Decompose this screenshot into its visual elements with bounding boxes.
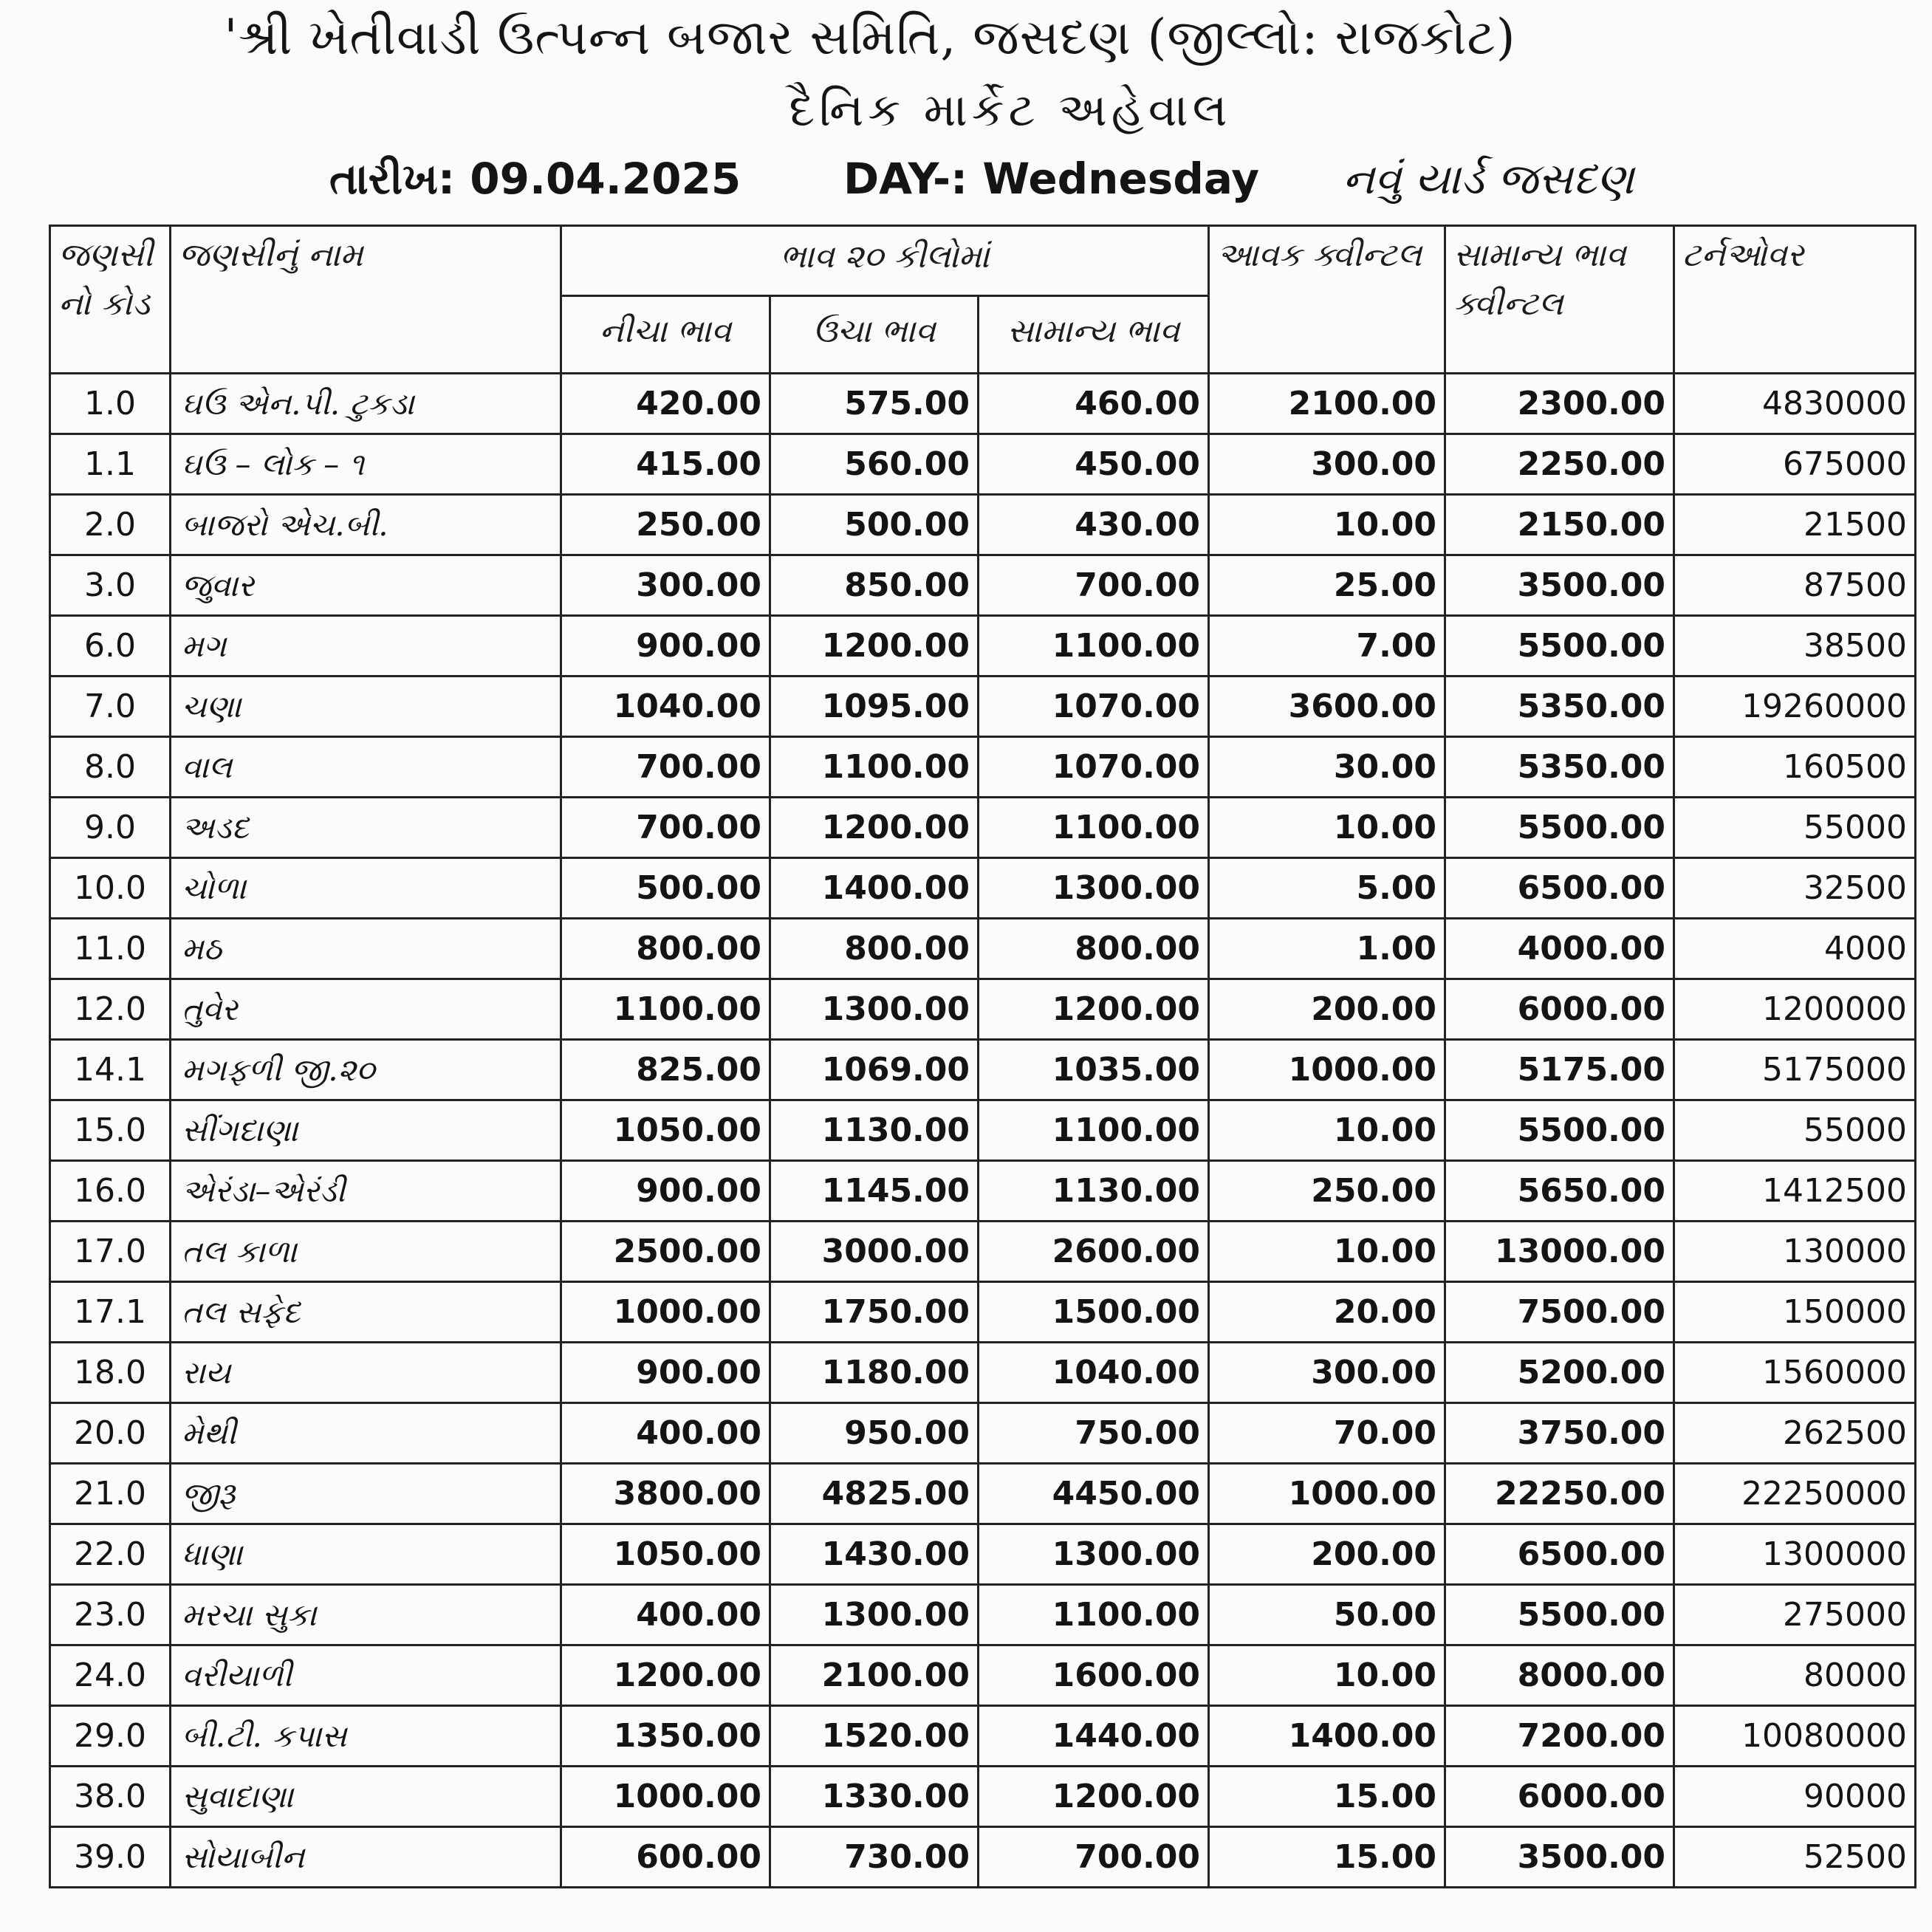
commodity-name: સુવાદાણા <box>171 1767 561 1827</box>
turnover: 1560000 <box>1674 1343 1916 1403</box>
arrival-quintal: 20.00 <box>1209 1282 1445 1343</box>
commodity-code: 10.0 <box>50 858 171 919</box>
low-price: 420.00 <box>561 374 770 434</box>
table-row <box>50 1343 1916 1403</box>
commodity-code: 12.0 <box>50 979 171 1040</box>
header-price-group: ભાવ ૨૦ કીલોમાં <box>561 226 1209 296</box>
avg-price-quintal: 5500.00 <box>1445 616 1674 676</box>
commodity-name: મઠ <box>171 919 561 979</box>
low-price: 1100.00 <box>561 979 770 1040</box>
avg-price-quintal: 4000.00 <box>1445 919 1674 979</box>
arrival-quintal: 5.00 <box>1209 858 1445 919</box>
avg-price: 750.00 <box>979 1403 1209 1464</box>
avg-price: 1100.00 <box>979 798 1209 858</box>
avg-price: 1100.00 <box>979 1585 1209 1645</box>
arrival-quintal: 250.00 <box>1209 1161 1445 1222</box>
commodity-code: 11.0 <box>50 919 171 979</box>
arrival-quintal: 30.00 <box>1209 737 1445 798</box>
commodity-name: મેથી <box>171 1403 561 1464</box>
table-row <box>50 374 1916 434</box>
commodity-code: 17.1 <box>50 1282 171 1343</box>
table-body <box>50 374 1916 1888</box>
arrival-quintal: 15.00 <box>1209 1827 1445 1888</box>
commodity-code: 21.0 <box>50 1464 171 1524</box>
low-price: 1000.00 <box>561 1282 770 1343</box>
arrival-quintal: 3600.00 <box>1209 676 1445 737</box>
avg-price-quintal: 2300.00 <box>1445 374 1674 434</box>
turnover: 38500 <box>1674 616 1916 676</box>
commodity-name: તલ સફેદ <box>171 1282 561 1343</box>
commodity-name: ધાણા <box>171 1524 561 1585</box>
avg-price: 1200.00 <box>979 979 1209 1040</box>
table-row <box>50 555 1916 616</box>
avg-price-quintal: 6000.00 <box>1445 1767 1674 1827</box>
commodity-code: 15.0 <box>50 1100 171 1161</box>
arrival-quintal: 15.00 <box>1209 1767 1445 1827</box>
low-price: 400.00 <box>561 1403 770 1464</box>
commodity-name: જીરૂ <box>171 1464 561 1524</box>
commodity-code: 29.0 <box>50 1706 171 1767</box>
turnover: 1412500 <box>1674 1161 1916 1222</box>
avg-price-quintal: 5350.00 <box>1445 737 1674 798</box>
table-row <box>50 798 1916 858</box>
turnover: 10080000 <box>1674 1706 1916 1767</box>
low-price: 600.00 <box>561 1827 770 1888</box>
commodity-code: 39.0 <box>50 1827 171 1888</box>
turnover: 21500 <box>1674 495 1916 555</box>
low-price: 2500.00 <box>561 1222 770 1282</box>
low-price: 400.00 <box>561 1585 770 1645</box>
turnover: 87500 <box>1674 555 1916 616</box>
arrival-quintal: 10.00 <box>1209 1645 1445 1706</box>
arrival-quintal: 10.00 <box>1209 798 1445 858</box>
turnover: 262500 <box>1674 1403 1916 1464</box>
commodity-name: રાય <box>171 1343 561 1403</box>
commodity-name: તલ કાળા <box>171 1222 561 1282</box>
low-price: 1350.00 <box>561 1706 770 1767</box>
report-day: DAY-: Wednesday <box>843 154 1260 204</box>
header-code: જણસી નો કોડ <box>50 226 171 374</box>
low-price: 1200.00 <box>561 1645 770 1706</box>
low-price: 3800.00 <box>561 1464 770 1524</box>
high-price: 2100.00 <box>770 1645 979 1706</box>
high-price: 1069.00 <box>770 1040 979 1100</box>
turnover: 32500 <box>1674 858 1916 919</box>
turnover: 22250000 <box>1674 1464 1916 1524</box>
high-price: 800.00 <box>770 919 979 979</box>
commodity-code: 8.0 <box>50 737 171 798</box>
turnover: 275000 <box>1674 1585 1916 1645</box>
arrival-quintal: 1000.00 <box>1209 1040 1445 1100</box>
avg-price: 1130.00 <box>979 1161 1209 1222</box>
high-price: 850.00 <box>770 555 979 616</box>
turnover: 130000 <box>1674 1222 1916 1282</box>
table-row <box>50 1645 1916 1706</box>
arrival-quintal: 10.00 <box>1209 495 1445 555</box>
avg-price-quintal: 22250.00 <box>1445 1464 1674 1524</box>
low-price: 1000.00 <box>561 1767 770 1827</box>
table-row <box>50 979 1916 1040</box>
avg-price-quintal: 6500.00 <box>1445 858 1674 919</box>
high-price: 1095.00 <box>770 676 979 737</box>
turnover: 90000 <box>1674 1767 1916 1827</box>
avg-price: 1300.00 <box>979 858 1209 919</box>
high-price: 1130.00 <box>770 1100 979 1161</box>
table-row <box>50 1524 1916 1585</box>
avg-price-quintal: 3750.00 <box>1445 1403 1674 1464</box>
commodity-code: 2.0 <box>50 495 171 555</box>
market-report-table <box>49 225 1916 1888</box>
arrival-quintal: 70.00 <box>1209 1403 1445 1464</box>
high-price: 1300.00 <box>770 1585 979 1645</box>
low-price: 900.00 <box>561 1343 770 1403</box>
low-price: 500.00 <box>561 858 770 919</box>
commodity-code: 23.0 <box>50 1585 171 1645</box>
commodity-code: 1.1 <box>50 434 171 495</box>
low-price: 300.00 <box>561 555 770 616</box>
table-row <box>50 1100 1916 1161</box>
turnover: 4830000 <box>1674 374 1916 434</box>
avg-price: 2600.00 <box>979 1222 1209 1282</box>
commodity-code: 16.0 <box>50 1161 171 1222</box>
high-price: 1180.00 <box>770 1343 979 1403</box>
low-price: 700.00 <box>561 798 770 858</box>
commodity-name: સોયાબીન <box>171 1827 561 1888</box>
arrival-quintal: 1400.00 <box>1209 1706 1445 1767</box>
table-row <box>50 737 1916 798</box>
avg-price: 430.00 <box>979 495 1209 555</box>
header-name: જણસીનું નામ <box>171 226 561 374</box>
header-turnover: ટર્નઓવર <box>1674 226 1916 374</box>
turnover: 150000 <box>1674 1282 1916 1343</box>
avg-price: 1440.00 <box>979 1706 1209 1767</box>
commodity-name: સીંગદાણા <box>171 1100 561 1161</box>
table-row <box>50 1767 1916 1827</box>
report-subtitle: દૈનિક માર્કેટ અહેવાલ <box>789 83 1232 137</box>
high-price: 1750.00 <box>770 1282 979 1343</box>
arrival-quintal: 1.00 <box>1209 919 1445 979</box>
avg-price-quintal: 5500.00 <box>1445 1100 1674 1161</box>
high-price: 1145.00 <box>770 1161 979 1222</box>
avg-price: 450.00 <box>979 434 1209 495</box>
avg-price: 1070.00 <box>979 676 1209 737</box>
avg-price-quintal: 7500.00 <box>1445 1282 1674 1343</box>
avg-price-quintal: 2250.00 <box>1445 434 1674 495</box>
commodity-code: 3.0 <box>50 555 171 616</box>
arrival-quintal: 50.00 <box>1209 1585 1445 1645</box>
avg-price: 800.00 <box>979 919 1209 979</box>
avg-price-quintal: 3500.00 <box>1445 1827 1674 1888</box>
avg-price: 1035.00 <box>979 1040 1209 1100</box>
header-avg-price: સામાન્ય ભાવ <box>979 296 1209 374</box>
table-row <box>50 1161 1916 1222</box>
report-date: તારીખ: 09.04.2025 <box>329 154 741 204</box>
commodity-code: 24.0 <box>50 1645 171 1706</box>
arrival-quintal: 2100.00 <box>1209 374 1445 434</box>
turnover: 5175000 <box>1674 1040 1916 1100</box>
turnover: 1200000 <box>1674 979 1916 1040</box>
commodity-name: બાજરો એચ.બી. <box>171 495 561 555</box>
avg-price-quintal: 5200.00 <box>1445 1343 1674 1403</box>
avg-price-quintal: 5500.00 <box>1445 798 1674 858</box>
avg-price-quintal: 13000.00 <box>1445 1222 1674 1282</box>
table-row <box>50 1464 1916 1524</box>
avg-price: 1500.00 <box>979 1282 1209 1343</box>
high-price: 1430.00 <box>770 1524 979 1585</box>
commodity-code: 22.0 <box>50 1524 171 1585</box>
commodity-name: ઘઉ એન.પી. ટુકડા <box>171 374 561 434</box>
avg-price: 700.00 <box>979 1827 1209 1888</box>
arrival-quintal: 7.00 <box>1209 616 1445 676</box>
turnover: 4000 <box>1674 919 1916 979</box>
low-price: 1050.00 <box>561 1524 770 1585</box>
commodity-name: વરીયાળી <box>171 1645 561 1706</box>
table-row <box>50 676 1916 737</box>
commodity-name: મરચા સુકા <box>171 1585 561 1645</box>
arrival-quintal: 300.00 <box>1209 434 1445 495</box>
table-row <box>50 1222 1916 1282</box>
high-price: 575.00 <box>770 374 979 434</box>
low-price: 900.00 <box>561 1161 770 1222</box>
low-price: 250.00 <box>561 495 770 555</box>
high-price: 730.00 <box>770 1827 979 1888</box>
high-price: 3000.00 <box>770 1222 979 1282</box>
avg-price: 1040.00 <box>979 1343 1209 1403</box>
avg-price: 1100.00 <box>979 1100 1209 1161</box>
avg-price-quintal: 5650.00 <box>1445 1161 1674 1222</box>
turnover: 80000 <box>1674 1645 1916 1706</box>
arrival-quintal: 10.00 <box>1209 1100 1445 1161</box>
turnover: 55000 <box>1674 1100 1916 1161</box>
avg-price: 1100.00 <box>979 616 1209 676</box>
commodity-code: 6.0 <box>50 616 171 676</box>
commodity-code: 20.0 <box>50 1403 171 1464</box>
table-row <box>50 495 1916 555</box>
avg-price: 1200.00 <box>979 1767 1209 1827</box>
commodity-code: 14.1 <box>50 1040 171 1100</box>
arrival-quintal: 1000.00 <box>1209 1464 1445 1524</box>
header-avg-quintal: સામાન્ય ભાવ ક્વીન્ટલ <box>1445 226 1674 374</box>
avg-price: 1600.00 <box>979 1645 1209 1706</box>
commodity-name: એરંડા–એરંડી <box>171 1161 561 1222</box>
table-row <box>50 1585 1916 1645</box>
commodity-code: 9.0 <box>50 798 171 858</box>
table-row <box>50 1040 1916 1100</box>
arrival-quintal: 200.00 <box>1209 1524 1445 1585</box>
turnover: 52500 <box>1674 1827 1916 1888</box>
header-high-price: ઉચા ભાવ <box>770 296 979 374</box>
header-low-price: નીચા ભાવ <box>561 296 770 374</box>
arrival-quintal: 200.00 <box>1209 979 1445 1040</box>
commodity-code: 7.0 <box>50 676 171 737</box>
high-price: 4825.00 <box>770 1464 979 1524</box>
turnover: 160500 <box>1674 737 1916 798</box>
table-row <box>50 919 1916 979</box>
report-title: 'શ્રી ખેતીવાડી ઉત્પન્ન બજાર સમિતિ, જસદણ (જીલ્લો: રાજકોટ) <box>224 9 1516 66</box>
table-row <box>50 1827 1916 1888</box>
avg-price: 1070.00 <box>979 737 1209 798</box>
yard-name: નવું યાર્ડ જસદણ <box>1343 154 1634 204</box>
commodity-name: બી.ટી. કપાસ <box>171 1706 561 1767</box>
table-row <box>50 616 1916 676</box>
commodity-code: 17.0 <box>50 1222 171 1282</box>
commodity-name: અડદ <box>171 798 561 858</box>
avg-price-quintal: 3500.00 <box>1445 555 1674 616</box>
avg-price-quintal: 6500.00 <box>1445 1524 1674 1585</box>
commodity-name: વાલ <box>171 737 561 798</box>
arrival-quintal: 10.00 <box>1209 1222 1445 1282</box>
high-price: 560.00 <box>770 434 979 495</box>
turnover: 1300000 <box>1674 1524 1916 1585</box>
arrival-quintal: 25.00 <box>1209 555 1445 616</box>
arrival-quintal: 300.00 <box>1209 1343 1445 1403</box>
commodity-name: ઘઉ – લોક – ૧ <box>171 434 561 495</box>
high-price: 1200.00 <box>770 798 979 858</box>
commodity-name: મગફળી જી.૨૦ <box>171 1040 561 1100</box>
turnover: 19260000 <box>1674 676 1916 737</box>
commodity-code: 1.0 <box>50 374 171 434</box>
avg-price-quintal: 5500.00 <box>1445 1585 1674 1645</box>
high-price: 1330.00 <box>770 1767 979 1827</box>
high-price: 950.00 <box>770 1403 979 1464</box>
commodity-code: 38.0 <box>50 1767 171 1827</box>
high-price: 1520.00 <box>770 1706 979 1767</box>
avg-price: 4450.00 <box>979 1464 1209 1524</box>
low-price: 800.00 <box>561 919 770 979</box>
turnover: 675000 <box>1674 434 1916 495</box>
low-price: 700.00 <box>561 737 770 798</box>
table-row <box>50 434 1916 495</box>
avg-price-quintal: 5350.00 <box>1445 676 1674 737</box>
commodity-name: ચણા <box>171 676 561 737</box>
avg-price-quintal: 6000.00 <box>1445 979 1674 1040</box>
low-price: 825.00 <box>561 1040 770 1100</box>
high-price: 1300.00 <box>770 979 979 1040</box>
table-row <box>50 1706 1916 1767</box>
avg-price: 1300.00 <box>979 1524 1209 1585</box>
turnover: 55000 <box>1674 798 1916 858</box>
high-price: 1100.00 <box>770 737 979 798</box>
avg-price: 460.00 <box>979 374 1209 434</box>
commodity-name: જુવાર <box>171 555 561 616</box>
high-price: 1200.00 <box>770 616 979 676</box>
avg-price: 700.00 <box>979 555 1209 616</box>
low-price: 900.00 <box>561 616 770 676</box>
low-price: 1050.00 <box>561 1100 770 1161</box>
header-arrival: આવક ક્વીન્ટલ <box>1209 226 1445 374</box>
table-row <box>50 1282 1916 1343</box>
commodity-name: તુવેર <box>171 979 561 1040</box>
header-row-top <box>50 226 1916 296</box>
table-row <box>50 1403 1916 1464</box>
commodity-code: 18.0 <box>50 1343 171 1403</box>
avg-price-quintal: 2150.00 <box>1445 495 1674 555</box>
low-price: 1040.00 <box>561 676 770 737</box>
high-price: 1400.00 <box>770 858 979 919</box>
avg-price-quintal: 7200.00 <box>1445 1706 1674 1767</box>
commodity-name: મગ <box>171 616 561 676</box>
avg-price-quintal: 5175.00 <box>1445 1040 1674 1100</box>
low-price: 415.00 <box>561 434 770 495</box>
avg-price-quintal: 8000.00 <box>1445 1645 1674 1706</box>
high-price: 500.00 <box>770 495 979 555</box>
table-row <box>50 858 1916 919</box>
commodity-name: ચોળા <box>171 858 561 919</box>
